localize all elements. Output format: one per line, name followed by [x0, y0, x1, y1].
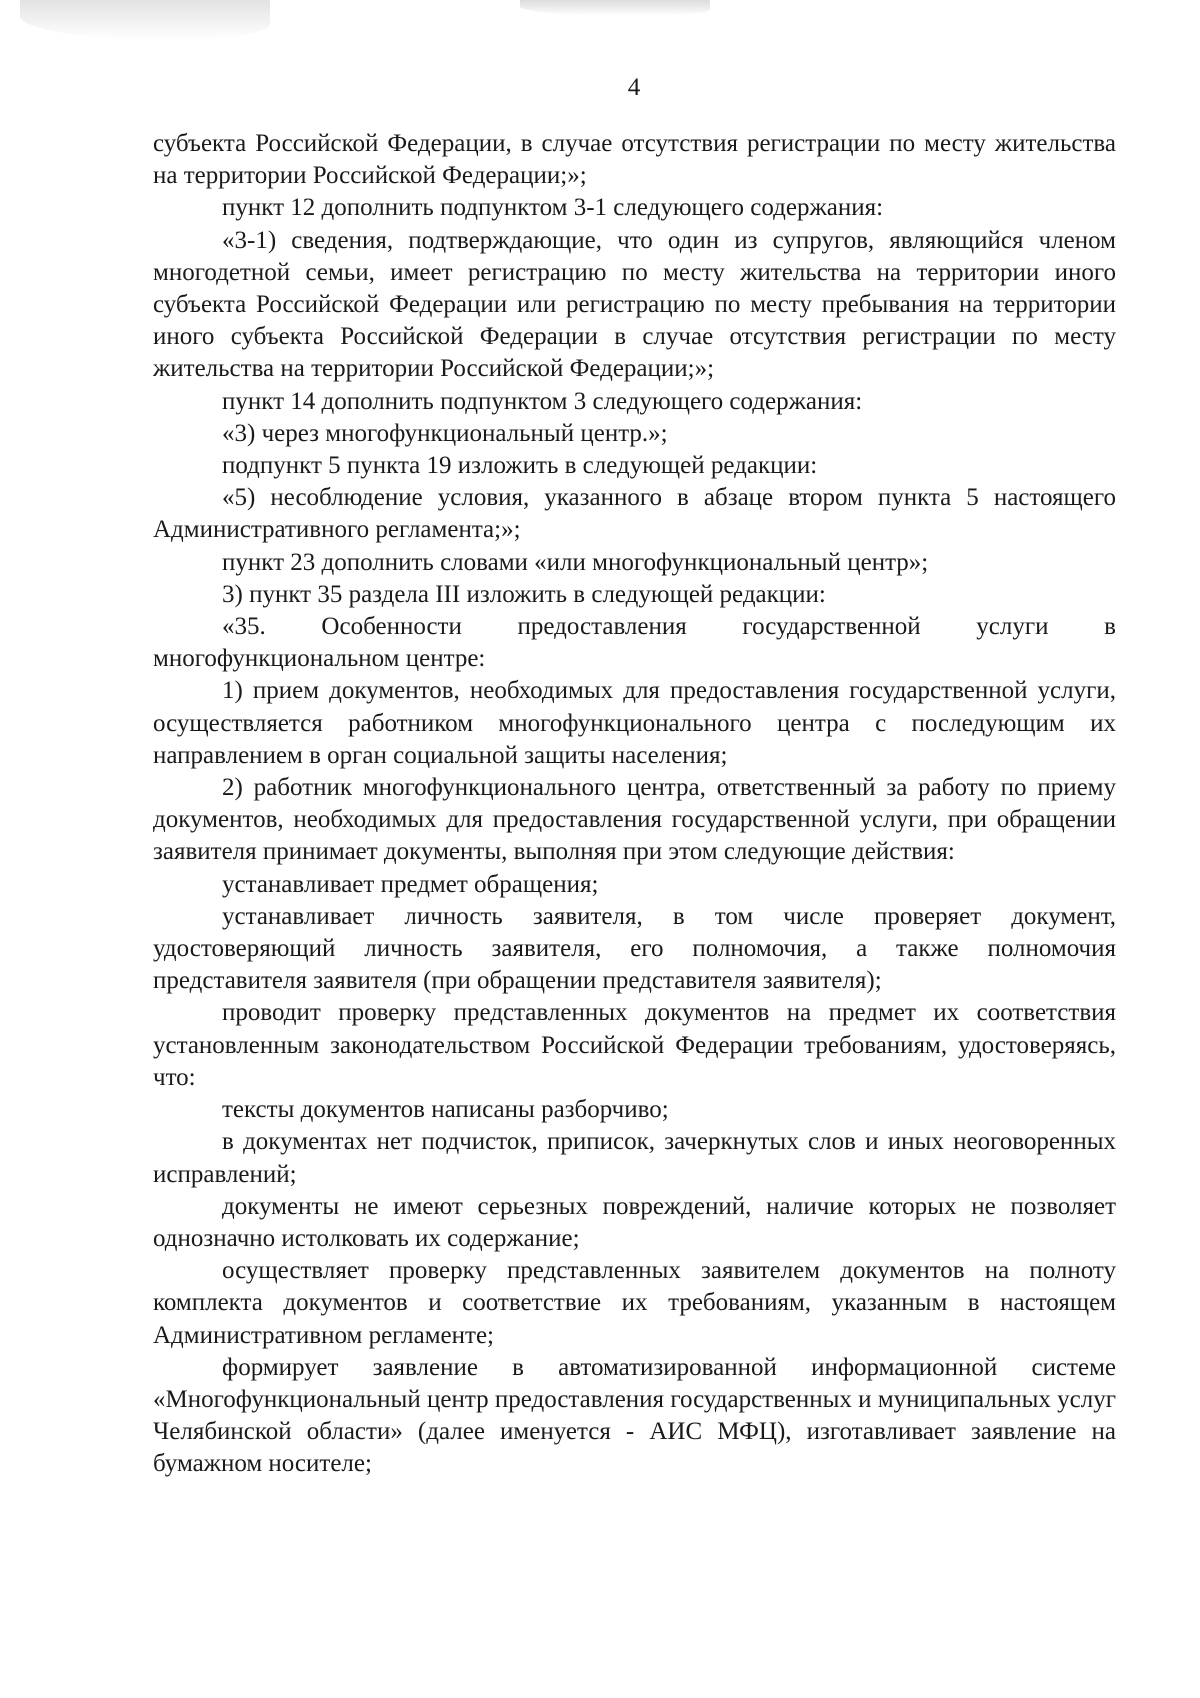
page-number: 4 — [627, 74, 641, 101]
paragraph: в документах нет подчисток, приписок, зачеркнутых слов и иных неоговоренных исправлений; — [153, 1128, 1116, 1188]
paragraph: «5) несоблюдение условия, указанного в абзаце втором пункта 5 настоящего Административного регламента;»; — [153, 484, 1116, 544]
paragraph: субъекта Российской Федерации, в случае отсутствия регистрации по месту жительства на территории Российской Федерации;»; — [153, 130, 1116, 190]
paragraph: осуществляет проверку представленных заявителем документов на полноту комплекта документов и соответствие их требованиям, указанным в настоящем Административном регламенте; — [153, 1257, 1116, 1349]
paragraph: пункт 23 дополнить словами «или многофункциональный центр»; — [222, 548, 929, 576]
paragraph: 2) работник многофункционального центра, ответственный за работу по приему документов, необходимых для предоставления государственной услуги, при обращении заявителя принимает документы, выполняя при этом следующие действия: — [153, 774, 1116, 866]
paragraph: проводит проверку представленных документов на предмет их соответствия установленным законодательством Российской Федерации требованиям, удостоверяясь, что: — [153, 999, 1116, 1091]
scan-artifact — [520, 0, 710, 16]
paragraph: документы не имеют серьезных повреждений, наличие которых не позволяет однозначно истолковать их содержание; — [153, 1192, 1116, 1252]
paragraph: 3) пункт 35 раздела III изложить в следующей редакции: — [222, 580, 826, 608]
paragraph: «3) через многофункциональный центр.»; — [222, 419, 668, 447]
paragraph: тексты документов написаны разборчиво; — [222, 1096, 669, 1124]
paragraph: устанавливает предмет обращения; — [222, 870, 599, 898]
paragraph: «3-1) сведения, подтверждающие, что один из супругов, являющийся членом многодетной семьи, имеет регистрацию по месту жительства на территории иного субъекта Российской Федерации или регистрацию по месту пребывания на территории иного субъекта Российской Федерации в случае отсутствия регистрации по месту жительства на территории Российской Федерации;»; — [153, 226, 1116, 383]
paragraph: устанавливает личность заявителя, в том числе проверяет документ, удостоверяющий личность заявителя, его полномочия, а также полномочия представителя заявителя (при обращении представителя заявителя); — [153, 902, 1116, 995]
paragraph: формирует заявление в автоматизированной информационной системе «Многофункциональный центр предоставления государственных и муниципальных услуг Челябинской области» (далее именуется - АИС МФЦ), изготавливает заявление на бумажном носителе; — [153, 1353, 1116, 1478]
document-body — [153, 128, 1116, 1481]
paragraph: пункт 12 дополнить подпунктом 3-1 следующего содержания: — [222, 194, 884, 222]
scan-artifact — [20, 0, 270, 40]
paragraph: подпункт 5 пункта 19 изложить в следующей редакции: — [222, 452, 818, 480]
paragraph: «35. Особенности предоставления государственной услуги в многофункциональном центре: — [153, 613, 1116, 673]
paragraph: пункт 14 дополнить подпунктом 3 следующего содержания: — [222, 387, 863, 415]
paragraph: 1) прием документов, необходимых для предоставления государственной услуги, осуществляется работником многофункционального центра с последующим их направлением в орган социальной защиты населения; — [153, 677, 1116, 769]
